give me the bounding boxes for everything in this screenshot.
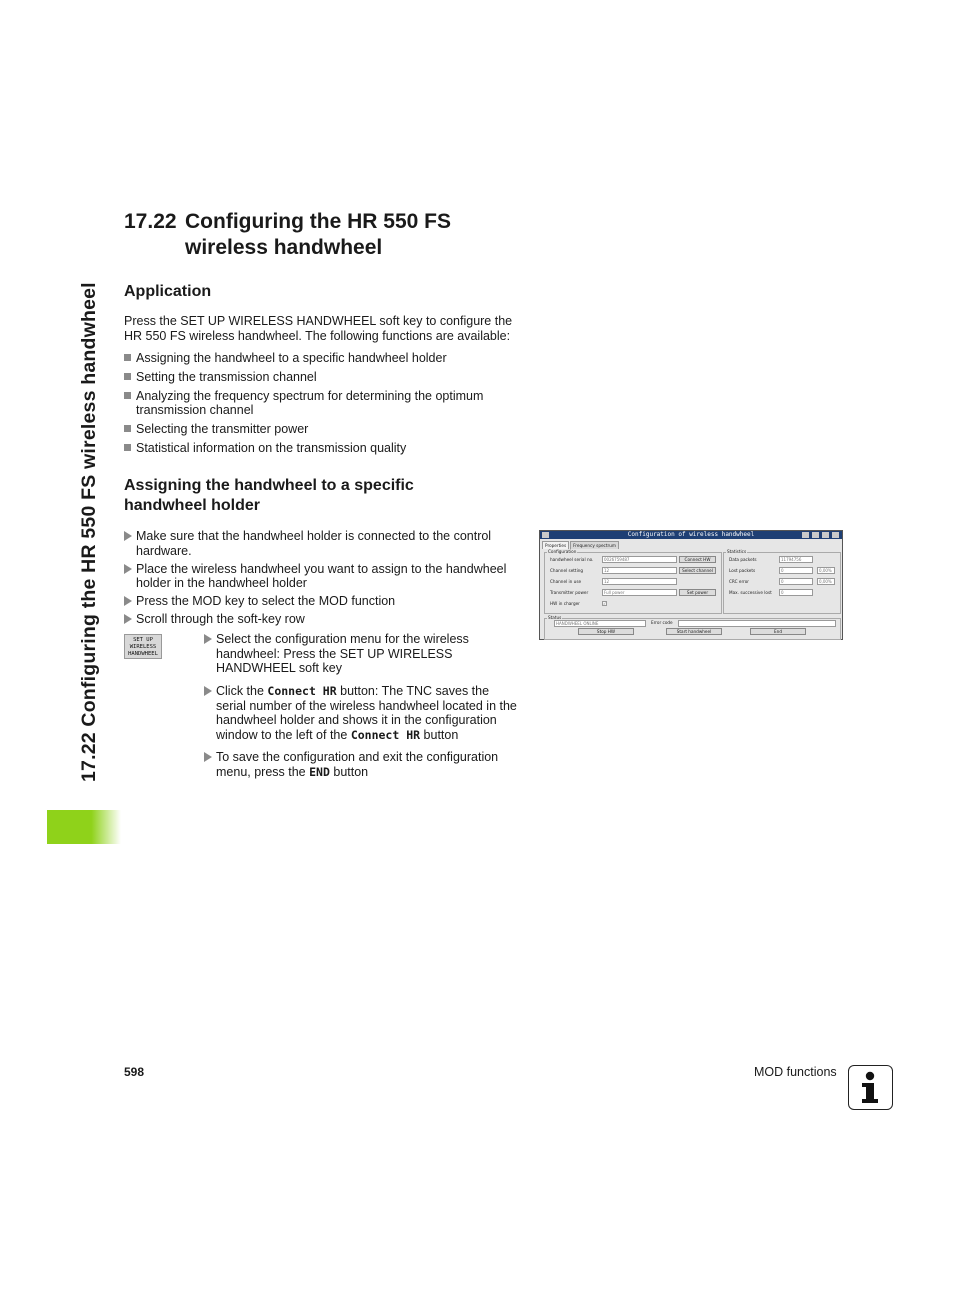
list-item: Make sure that the handwheel holder is connected to the control hardware. <box>124 529 524 558</box>
triangle-bullet-icon <box>124 596 132 606</box>
triangle-bullet-icon <box>204 686 212 696</box>
step-list <box>124 529 524 630</box>
triangle-bullet-icon <box>124 564 132 574</box>
square-bullet-icon <box>124 425 131 432</box>
serial-label: handwheel serial no. <box>550 557 594 562</box>
list-item: To save the configuration and exit the configuration menu, press the END button <box>204 750 522 779</box>
triangle-bullet-icon <box>124 531 132 541</box>
chapter-title-line1: Configuring the HR 550 FS <box>185 210 452 233</box>
application-intro: Press the SET UP WIRELESS HANDWHEEL soft key to configure the HR 550 FS wireless handwheel. The following functions are available: <box>124 314 513 343</box>
serial-field: 0026759487 <box>602 556 677 563</box>
error-code-label: Error code <box>651 620 673 625</box>
function-list <box>124 351 524 459</box>
status-field: HANDWHEEL ONLINE <box>554 620 646 627</box>
triangle-bullet-icon <box>204 634 212 644</box>
channel-in-use-field: 12 <box>602 578 677 585</box>
list-item: Assigning the handwheel to a specific handwheel holder <box>124 351 524 366</box>
application-heading: Application <box>124 283 212 300</box>
data-packets-field: 11794756 <box>779 556 813 563</box>
hw-in-charger-label: HW in charger <box>550 601 580 606</box>
square-bullet-icon <box>124 444 131 451</box>
lost-packets-field: 0 <box>779 567 813 574</box>
statistics-title: Statistics <box>727 549 747 554</box>
list-item: Click the Connect HR button: The TNC saves the serial number of the wireless handwheel located in the handwheel holder and shows it in the configuration window to the left of the Connect HR button <box>204 684 522 742</box>
chapter-color-tab <box>47 810 121 844</box>
list-item: Place the wireless handwheel you want to assign to the handwheel holder in the handwheel holder <box>124 562 524 591</box>
info-i-glyph <box>849 1066 891 1108</box>
crc-error-field: 0 <box>779 578 813 585</box>
channel-setting-label: Channel setting <box>550 568 584 573</box>
info-icon <box>848 1065 893 1110</box>
select-channel-button[interactable]: Select channel <box>679 567 716 574</box>
footer-section-title: MOD functions <box>754 1065 837 1079</box>
connect-hw-button[interactable]: Connect HW <box>679 556 716 563</box>
restore-icon[interactable] <box>822 532 829 538</box>
close-icon[interactable] <box>832 532 839 538</box>
dialog-titlebar: Configuration of wireless handwheel <box>540 531 842 539</box>
list-item: Statistical information on the transmission quality <box>124 441 524 456</box>
substep-list-2 <box>204 684 522 746</box>
square-bullet-icon <box>124 392 131 399</box>
status-title: Status <box>548 615 562 620</box>
list-item: Setting the transmission channel <box>124 370 524 385</box>
start-handwheel-button[interactable]: Start handwheel <box>666 628 722 635</box>
side-running-title: 17.22 Configuring the HR 550 FS wireless handwheel <box>78 282 100 782</box>
substep-list-1 <box>204 632 522 679</box>
list-item: Select the configuration menu for the wireless handwheel: Press the SET UP WIRELESS HANDWHEEL soft key <box>204 632 522 676</box>
transmitter-power-field: Full power <box>602 589 677 596</box>
triangle-bullet-icon <box>124 614 132 624</box>
square-bullet-icon <box>124 354 131 361</box>
assigning-heading: Assigning the handwheel to a specific handwheel holder <box>124 477 414 514</box>
channel-setting-field: 12 <box>602 567 677 574</box>
substep-list-3 <box>204 750 522 783</box>
set-power-button[interactable]: Set power <box>679 589 716 596</box>
stop-hw-button[interactable]: Stop HW <box>578 628 634 635</box>
maximize-icon[interactable] <box>812 532 819 538</box>
tab-properties[interactable]: Properties <box>542 541 569 549</box>
chapter-heading <box>124 209 451 261</box>
lost-packets-percent: 0,00% <box>817 567 835 574</box>
chapter-number: 17.22 <box>124 210 177 233</box>
channel-in-use-label: Channel in use <box>550 579 582 584</box>
end-button[interactable]: End <box>750 628 806 635</box>
data-packets-label: Data packets <box>729 557 757 562</box>
triangle-bullet-icon <box>204 752 212 762</box>
minimize-icon[interactable] <box>802 532 809 538</box>
max-successive-lost-label: Max. successive lost <box>729 590 772 595</box>
list-item: Selecting the transmitter power <box>124 422 524 437</box>
list-item: Analyzing the frequency spectrum for determining the optimum transmission channel <box>124 389 524 418</box>
hw-in-charger-checkbox: ✓ <box>603 601 607 606</box>
dialog-tabs <box>542 541 620 549</box>
crc-error-percent: 0,00% <box>817 578 835 585</box>
max-successive-lost-field: 0 <box>779 589 813 596</box>
lost-packets-label: Lost packets <box>729 568 756 573</box>
page-number: 598 <box>124 1065 145 1079</box>
error-code-field <box>678 620 836 627</box>
list-item: Press the MOD key to select the MOD function <box>124 594 524 609</box>
square-bullet-icon <box>124 373 131 380</box>
tab-frequency-spectrum[interactable]: Frequency spectrum <box>570 541 619 549</box>
wireless-handwheel-config-dialog <box>539 530 843 640</box>
chapter-title-line2: wireless handwheel <box>185 236 383 259</box>
window-menu-icon[interactable] <box>542 532 549 538</box>
list-item: Scroll through the soft-key row <box>124 612 524 627</box>
setup-wireless-handwheel-softkey: SET UP WIRELESS HANDWHEEL <box>124 634 162 659</box>
crc-error-label: CRC error <box>729 579 750 584</box>
configuration-title: Configuration <box>548 549 577 554</box>
transmitter-power-label: Transmitter power <box>550 590 589 595</box>
